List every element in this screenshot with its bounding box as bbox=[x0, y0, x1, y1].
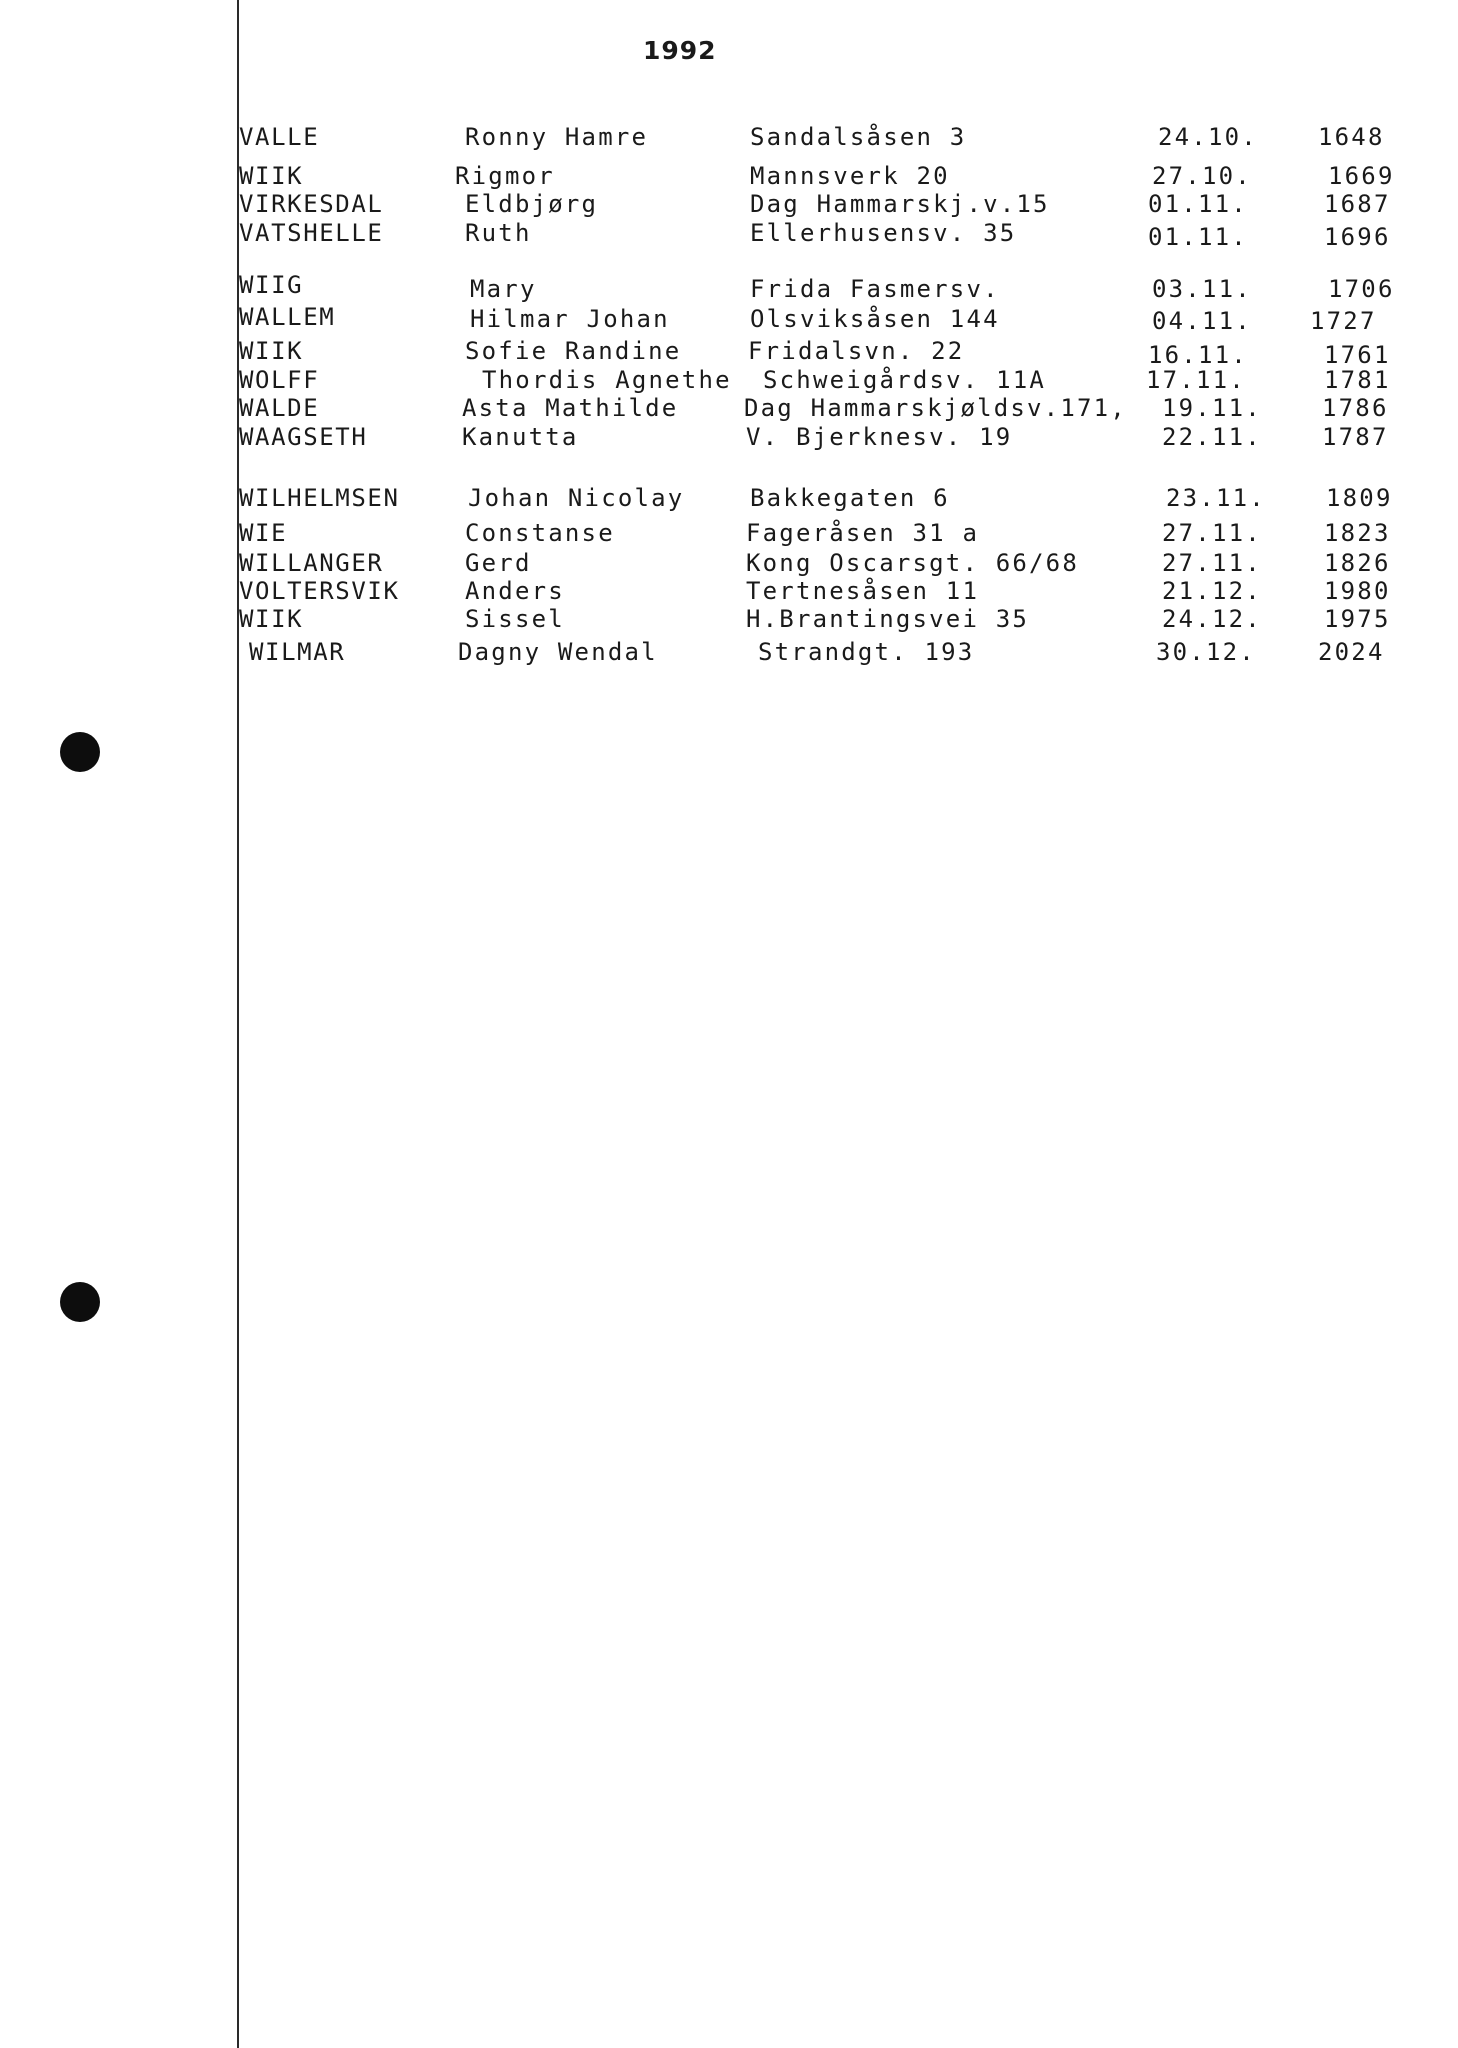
entry-date: 23.11. bbox=[1166, 484, 1266, 512]
entry-surname: WIIK bbox=[239, 162, 304, 190]
entry-date: 03.11. bbox=[1152, 275, 1252, 303]
entry-number: 1669 bbox=[1328, 162, 1395, 190]
entry-given-names: Sissel bbox=[465, 605, 565, 633]
entry-address: Tertnesåsen 11 bbox=[746, 577, 980, 605]
entry-given-names: Johan Nicolay bbox=[468, 484, 685, 512]
entry-date: 16.11. bbox=[1148, 341, 1248, 369]
entry-given-names: Kanutta bbox=[462, 423, 579, 451]
entry-address: Bakkegaten 6 bbox=[750, 484, 950, 512]
entry-given-names: Dagny Wendal bbox=[458, 638, 658, 666]
page-year: 1992 bbox=[643, 36, 717, 65]
entry-address: Olsviksåsen 144 bbox=[750, 305, 1000, 333]
entry-number: 1809 bbox=[1326, 484, 1393, 512]
entry-date: 24.12. bbox=[1162, 605, 1262, 633]
register-row bbox=[0, 188, 1458, 220]
entry-number: 1706 bbox=[1328, 275, 1395, 303]
entry-address: Kong Oscarsgt. 66/68 bbox=[746, 549, 1079, 577]
entry-address: Schweigårdsv. 11A bbox=[763, 366, 1047, 394]
punch-hole-bottom bbox=[60, 1282, 100, 1322]
entry-address: Ellerhusensv. 35 bbox=[750, 219, 1017, 247]
entry-given-names: Sofie Randine bbox=[465, 337, 682, 365]
entry-address: V. Bjerknesv. 19 bbox=[746, 423, 1013, 451]
entry-surname: WILMAR bbox=[249, 638, 346, 666]
entry-number: 1975 bbox=[1324, 605, 1391, 633]
entry-address: Dag Hammarskj.v.15 bbox=[750, 190, 1050, 218]
entry-address: Fageråsen 31 a bbox=[746, 519, 980, 547]
entry-surname: VATSHELLE bbox=[239, 219, 384, 247]
register-row bbox=[0, 335, 1458, 367]
entry-given-names: Rigmor bbox=[455, 162, 555, 190]
entry-given-names: Ronny Hamre bbox=[465, 123, 649, 151]
entry-date: 21.12. bbox=[1162, 577, 1262, 605]
entry-number: 1687 bbox=[1324, 190, 1391, 218]
entry-number: 1787 bbox=[1322, 423, 1389, 451]
register-row bbox=[0, 603, 1458, 635]
entry-date: 19.11. bbox=[1162, 394, 1262, 422]
register-row bbox=[0, 421, 1458, 453]
entry-date: 27.11. bbox=[1162, 519, 1262, 547]
register-row bbox=[0, 636, 1458, 668]
entry-given-names: Eldbjørg bbox=[465, 190, 599, 218]
entry-date: 24.10. bbox=[1158, 123, 1258, 151]
register-row bbox=[0, 217, 1458, 249]
entry-number: 2024 bbox=[1318, 638, 1385, 666]
entry-surname: WOLFF bbox=[239, 366, 320, 394]
entry-date: 01.11. bbox=[1148, 190, 1248, 218]
entry-address: Dag Hammarskjøldsv.171, bbox=[744, 394, 1127, 422]
entry-number: 1727 bbox=[1310, 307, 1377, 335]
entry-number: 1648 bbox=[1318, 123, 1385, 151]
entry-date: 22.11. bbox=[1162, 423, 1262, 451]
entry-surname: VALLE bbox=[239, 123, 320, 151]
entry-surname: WIIK bbox=[239, 337, 304, 365]
entry-given-names: Thordis Agnethe bbox=[482, 366, 732, 394]
entry-surname: WIIG bbox=[239, 271, 304, 299]
register-row bbox=[0, 482, 1458, 514]
entry-date: 27.10. bbox=[1152, 162, 1252, 190]
entry-surname: WALLEM bbox=[239, 303, 336, 331]
entry-surname: WALDE bbox=[239, 394, 320, 422]
entry-given-names: Mary bbox=[470, 275, 537, 303]
entry-given-names: Ruth bbox=[465, 219, 532, 247]
entry-number: 1980 bbox=[1324, 577, 1391, 605]
entry-address: Strandgt. 193 bbox=[758, 638, 975, 666]
entry-number: 1696 bbox=[1324, 223, 1391, 251]
entry-given-names: Gerd bbox=[465, 549, 532, 577]
punch-hole-top bbox=[60, 732, 100, 772]
entry-surname: WILLANGER bbox=[239, 549, 384, 577]
entry-date: 04.11. bbox=[1152, 307, 1252, 335]
entry-number: 1781 bbox=[1324, 366, 1391, 394]
entry-surname: VOLTERSVIK bbox=[239, 577, 400, 605]
register-row bbox=[0, 121, 1458, 153]
entry-date: 30.12. bbox=[1156, 638, 1256, 666]
entry-surname: WIIK bbox=[239, 605, 304, 633]
entry-surname: WILHELMSEN bbox=[239, 484, 400, 512]
entry-given-names: Constanse bbox=[465, 519, 615, 547]
entry-surname: VIRKESDAL bbox=[239, 190, 384, 218]
entry-surname: WAAGSETH bbox=[239, 423, 368, 451]
entry-date: 27.11. bbox=[1162, 549, 1262, 577]
entry-number: 1761 bbox=[1324, 341, 1391, 369]
entry-given-names: Hilmar Johan bbox=[470, 305, 670, 333]
entry-number: 1786 bbox=[1322, 394, 1389, 422]
entry-date: 01.11. bbox=[1148, 223, 1248, 251]
entry-address: Mannsverk 20 bbox=[750, 162, 950, 190]
entry-address: Fridalsvn. 22 bbox=[748, 337, 965, 365]
entry-given-names: Anders bbox=[465, 577, 565, 605]
entry-address: H.Brantingsvei 35 bbox=[746, 605, 1030, 633]
entry-date: 17.11. bbox=[1146, 366, 1246, 394]
entry-address: Frida Fasmersv. bbox=[750, 275, 1000, 303]
register-row bbox=[0, 301, 1458, 333]
register-row bbox=[0, 269, 1458, 301]
entry-given-names: Asta Mathilde bbox=[462, 394, 679, 422]
register-row bbox=[0, 517, 1458, 549]
register-row bbox=[0, 392, 1458, 424]
entry-address: Sandalsåsen 3 bbox=[750, 123, 967, 151]
entry-surname: WIE bbox=[239, 519, 288, 547]
entry-number: 1823 bbox=[1324, 519, 1391, 547]
entry-number: 1826 bbox=[1324, 549, 1391, 577]
